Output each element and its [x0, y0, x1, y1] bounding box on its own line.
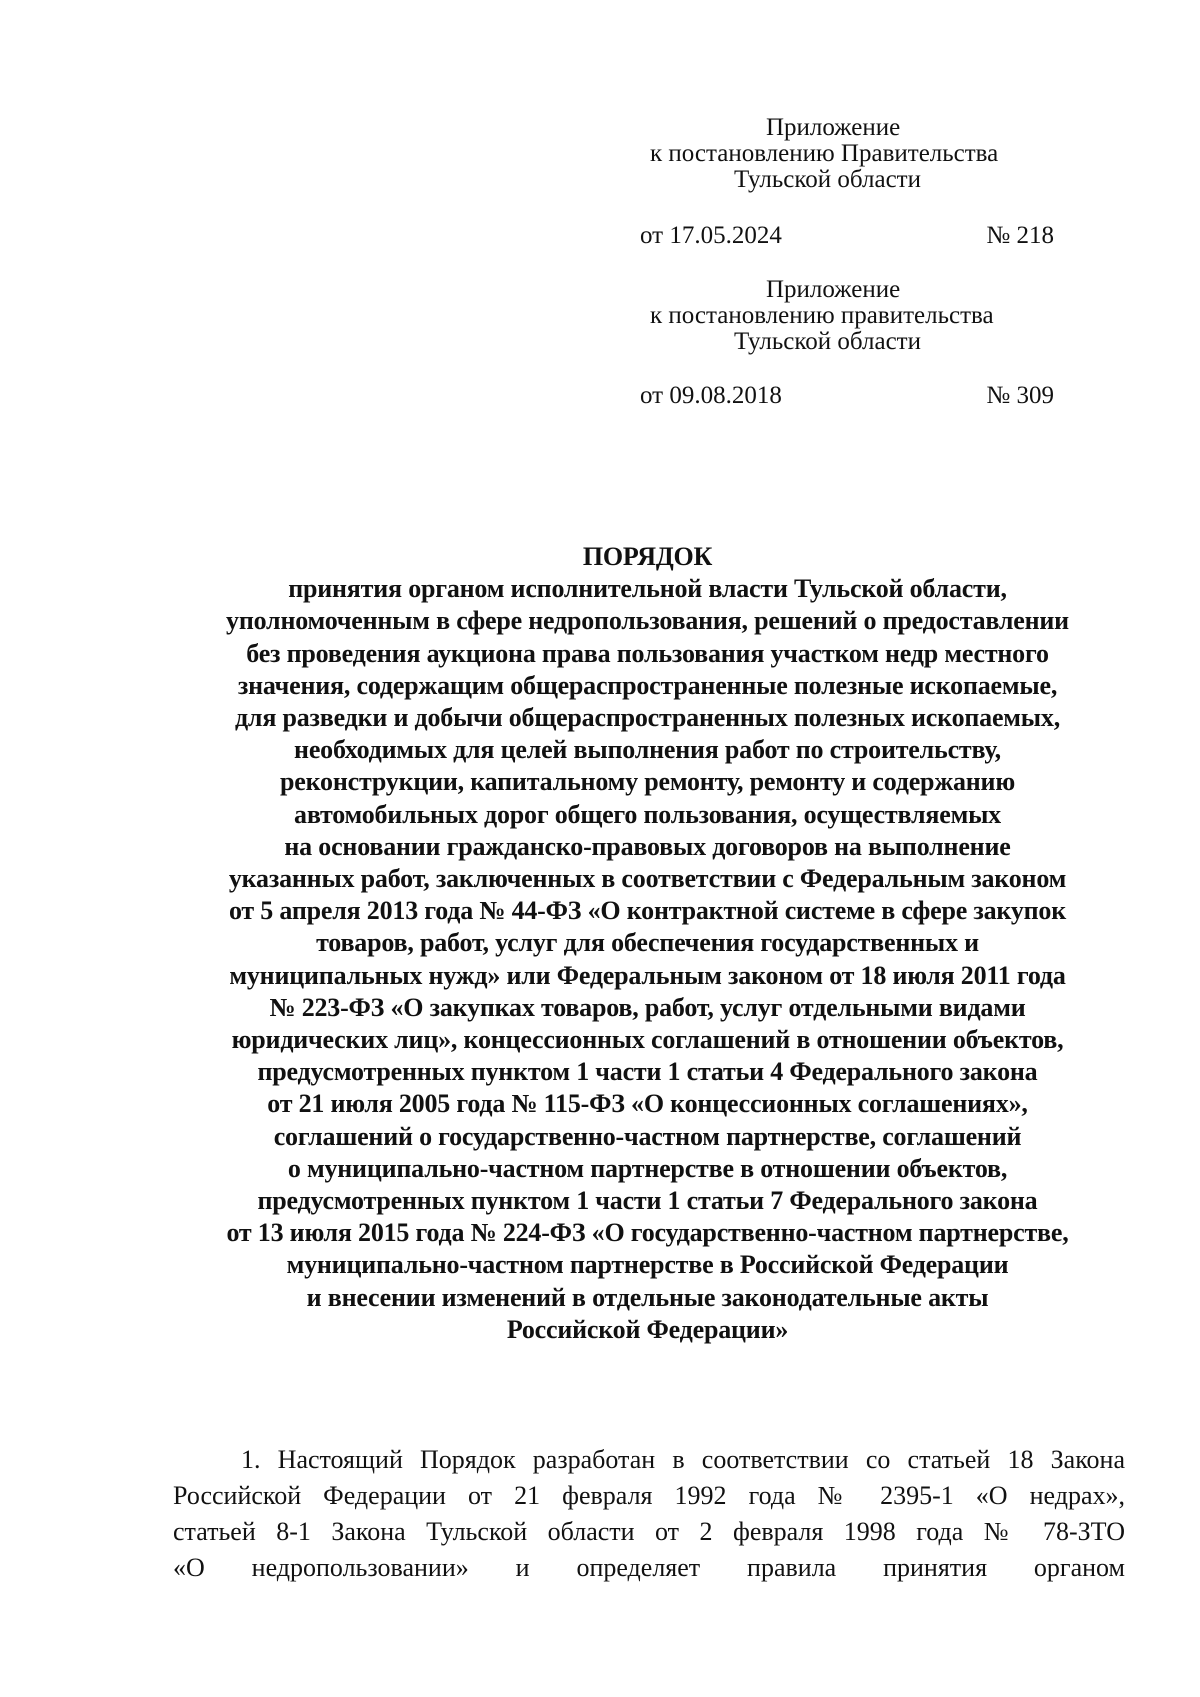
title-line: муниципальных нужд» или Федеральным законом от 18 июля 2011 года: [229, 960, 1066, 990]
title-line: юридических лиц», концессионных соглашений в отношении объектов,: [231, 1025, 1064, 1055]
paragraph-line: 1. Настоящий Порядок разработан в соответствии со статьей 18 Закона: [241, 1445, 1125, 1474]
document-title: [150, 541, 1145, 1346]
appendix-label: Приложение: [766, 114, 901, 141]
appendix-region: Тульской области: [734, 166, 921, 193]
appendix-date: от 17.05.2024: [640, 222, 782, 249]
title-line: реконструкции, капитальному ремонту, ремонту и содержанию: [280, 767, 1015, 797]
appendix-label: Приложение: [766, 276, 901, 303]
appendix-block-current: [640, 115, 1060, 193]
title-line: предусмотренных пунктом 1 части 1 статьи 7 Федерального закона: [257, 1186, 1038, 1216]
title-line: муниципально-частном партнерстве в Российской Федерации: [286, 1250, 1009, 1280]
title-line: и внесении изменений в отдельные законодательные акты: [306, 1282, 989, 1312]
appendix-number: № 218: [986, 222, 1054, 249]
title-line: для разведки и добычи общераспространенных полезных ископаемых,: [234, 703, 1061, 733]
title-line: от 21 июля 2005 года № 115-ФЗ «О концессионных соглашениях»,: [267, 1089, 1028, 1119]
appendix-reference: к постановлению правительства: [650, 302, 994, 329]
title-line: Российской Федерации»: [506, 1314, 789, 1344]
paragraph-line: статьей 8-1 Закона Тульской области от 2 февраля 1998 года № 78-ЗТО: [173, 1517, 1125, 1546]
title-line: необходимых для целей выполнения работ по строительству,: [294, 735, 1001, 765]
title-line: о муниципально-частном партнерстве в отношении объектов,: [287, 1153, 1008, 1183]
title-line: без проведения аукциона права пользования участком недр местного: [246, 638, 1049, 668]
appendix-dateline-current: [640, 222, 1054, 250]
title-line: соглашений о государственно-частном партнерстве, соглашений: [273, 1121, 1022, 1151]
appendix-number: № 309: [986, 382, 1054, 409]
title-line: принятия органом исполнительной власти Тульской области,: [288, 574, 1007, 604]
title-line: автомобильных дорог общего пользования, осуществляемых: [294, 799, 1001, 829]
appendix-block-original: [640, 277, 1060, 355]
paragraph-line: «О недропользовании» и определяет правила принятия органом: [173, 1553, 1125, 1582]
title-line: № 223-ФЗ «О закупках товаров, работ, услуг отдельными видами: [269, 992, 1026, 1022]
title-line: на основании гражданско-правовых договоров на выполнение: [284, 831, 1011, 861]
title-line: от 5 апреля 2013 года № 44-ФЗ «О контрактной системе в сфере закупок: [228, 896, 1067, 926]
title-heading: ПОРЯДОК: [582, 542, 713, 571]
title-line: значения, содержащим общераспространенные полезные ископаемые,: [237, 670, 1058, 700]
appendix-dateline-original: [640, 382, 1054, 410]
title-line: уполномоченным в сфере недропользования, решений о предоставлении: [226, 606, 1069, 636]
title-line: указанных работ, заключенных в соответствии с Федеральным законом: [228, 864, 1067, 894]
title-line: от 13 июля 2015 года № 224-ФЗ «О государственно-частном партнерстве,: [226, 1218, 1069, 1248]
appendix-date: от 09.08.2018: [640, 382, 782, 409]
appendix-reference: к постановлению Правительства: [650, 140, 999, 167]
title-line: товаров, работ, услуг для обеспечения государственных и: [316, 928, 979, 958]
paragraph-line: Российской Федерации от 21 февраля 1992 года № 2395-1 «О недрах»,: [173, 1481, 1125, 1510]
paragraph-1: [173, 1442, 1125, 1586]
appendix-region: Тульской области: [734, 328, 921, 355]
title-line: предусмотренных пунктом 1 части 1 статьи 4 Федерального закона: [257, 1057, 1038, 1087]
